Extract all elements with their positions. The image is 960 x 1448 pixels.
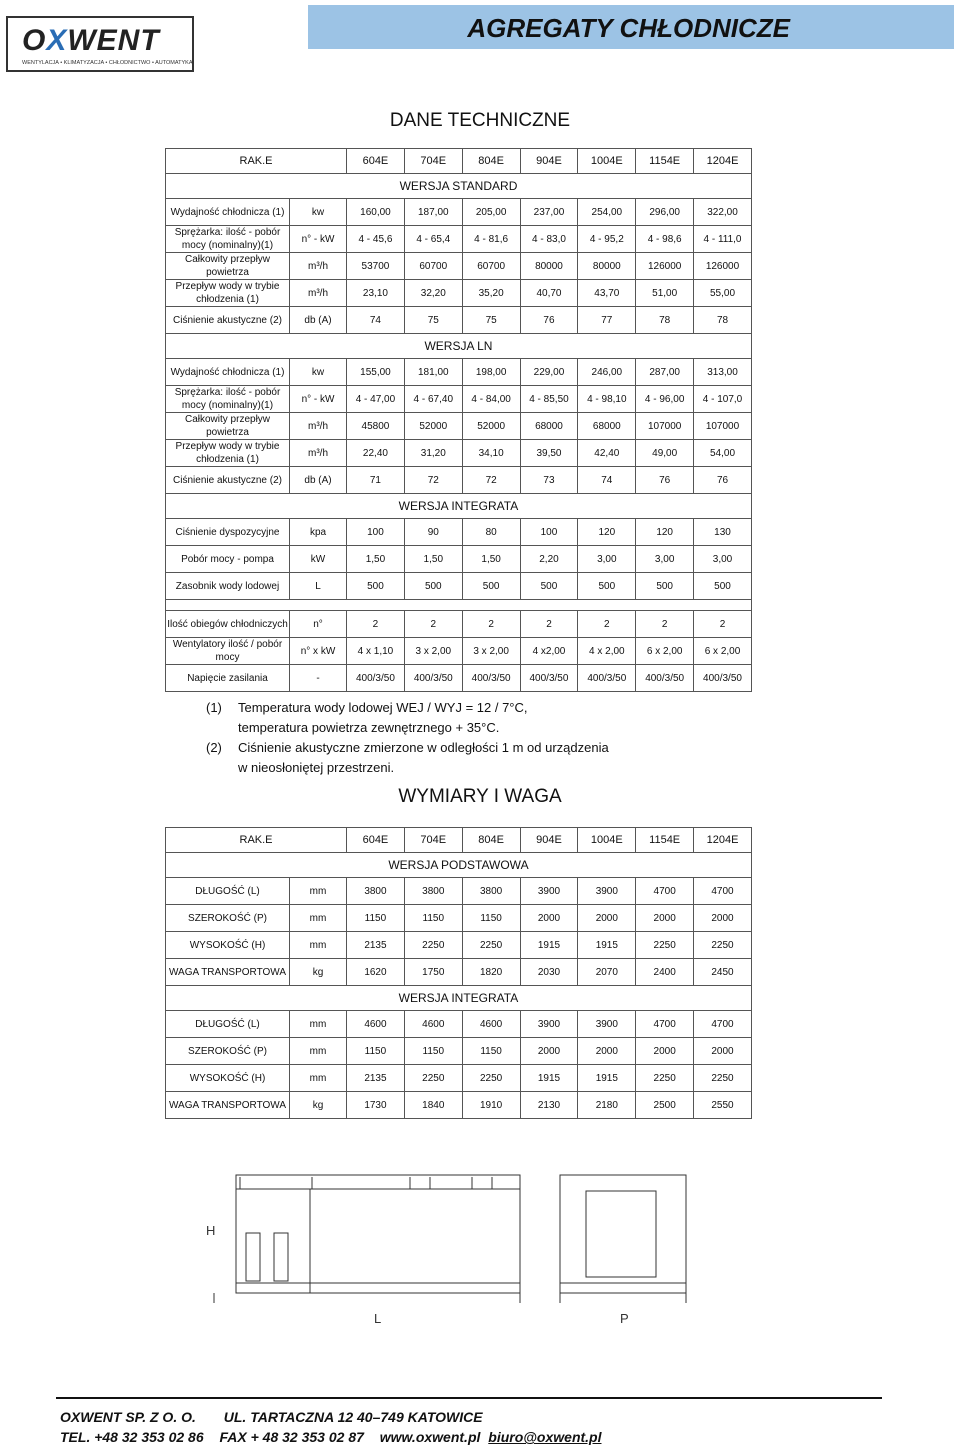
- row-value: 120: [578, 519, 636, 546]
- row-value: 3900: [578, 1011, 636, 1038]
- footer-divider: [56, 1397, 882, 1399]
- footer-www-link[interactable]: www.oxwent.pl: [379, 1429, 481, 1445]
- row-value: 4 - 65,4: [404, 226, 462, 253]
- row-value: 78: [694, 307, 752, 334]
- row-value: 2180: [578, 1092, 636, 1119]
- row-value: 68000: [520, 413, 578, 440]
- row-value: 500: [578, 573, 636, 600]
- row-label: WYSOKOŚĆ (H): [166, 1065, 290, 1092]
- row-value: 500: [404, 573, 462, 600]
- row-value: 71: [347, 467, 405, 494]
- table-row: [166, 1092, 752, 1119]
- row-value: 2500: [636, 1092, 694, 1119]
- row-unit: kw: [290, 199, 347, 226]
- row-value: 181,00: [404, 359, 462, 386]
- footer-line-1: [60, 1409, 483, 1425]
- row-value: 2: [694, 611, 752, 638]
- row-value: 4700: [636, 878, 694, 905]
- model-cell: 604E: [347, 828, 405, 853]
- row-value: 4 x 1,10: [347, 638, 405, 665]
- table-row: [166, 1065, 752, 1092]
- table-row: [166, 638, 752, 665]
- table-row: [166, 359, 752, 386]
- basic-section-title: WERSJA PODSTAWOWA: [166, 853, 752, 878]
- row-value: 4 - 95,2: [578, 226, 636, 253]
- row-value: 40,70: [520, 280, 578, 307]
- row-value: 1150: [347, 905, 405, 932]
- ln-section-title: WERSJA LN: [166, 334, 752, 359]
- row-value: 1730: [347, 1092, 405, 1119]
- dims-section-title: WYMIARY I WAGA: [398, 786, 562, 807]
- row-unit: kw: [290, 359, 347, 386]
- footer-company: OXWENT SP. Z O. O.: [60, 1409, 196, 1425]
- row-label: WAGA TRANSPORTOWA: [166, 959, 290, 986]
- ln-section-row: [166, 334, 752, 359]
- row-value: 4 - 98,10: [578, 386, 636, 413]
- table-row: [166, 226, 752, 253]
- tech-data-table: [165, 148, 752, 692]
- row-value: 4 - 67,40: [404, 386, 462, 413]
- model-cell: 804E: [462, 149, 520, 174]
- unit-drawing: [200, 1165, 740, 1325]
- row-value: 229,00: [520, 359, 578, 386]
- row-value: 34,10: [462, 440, 520, 467]
- row-value: 1,50: [462, 546, 520, 573]
- row-label: WYSOKOŚĆ (H): [166, 932, 290, 959]
- row-value: 107000: [636, 413, 694, 440]
- model-cell: 1004E: [578, 828, 636, 853]
- basic-section-row: [166, 853, 752, 878]
- row-value: 4 - 85,50: [520, 386, 578, 413]
- dims-data-table: [165, 827, 752, 1119]
- row-value: 54,00: [694, 440, 752, 467]
- row-value: 3900: [520, 878, 578, 905]
- model-cell: 804E: [462, 828, 520, 853]
- row-unit: mm: [290, 1065, 347, 1092]
- row-value: 2250: [462, 1065, 520, 1092]
- row-value: 3800: [462, 878, 520, 905]
- row-value: 100: [347, 519, 405, 546]
- row-value: 2: [404, 611, 462, 638]
- standard-section-row: [166, 174, 752, 199]
- row-value: 4 - 96,00: [636, 386, 694, 413]
- drawing-label-p: P: [620, 1311, 629, 1325]
- row-value: 2400: [636, 959, 694, 986]
- footer-line-2: [60, 1429, 601, 1445]
- row-value: 60700: [404, 253, 462, 280]
- row-unit: n° - kW: [290, 386, 347, 413]
- row-label: Całkowity przepływ powietrza: [166, 253, 290, 280]
- row-value: 23,10: [347, 280, 405, 307]
- row-value: 4 - 107,0: [694, 386, 752, 413]
- row-value: 2000: [694, 905, 752, 932]
- row-value: 500: [694, 573, 752, 600]
- table-row: [166, 440, 752, 467]
- footer-email-link[interactable]: biuro@oxwent.pl: [488, 1429, 602, 1445]
- row-unit: kg: [290, 959, 347, 986]
- row-unit: n° x kW: [290, 638, 347, 665]
- row-value: 52000: [404, 413, 462, 440]
- table-row: [166, 280, 752, 307]
- row-value: 76: [694, 467, 752, 494]
- row-unit: m³/h: [290, 413, 347, 440]
- row-value: 76: [636, 467, 694, 494]
- row-label: Całkowity przepływ powietrza: [166, 413, 290, 440]
- row-value: 500: [520, 573, 578, 600]
- row-value: 2,20: [520, 546, 578, 573]
- row-label: WAGA TRANSPORTOWA: [166, 1092, 290, 1119]
- row-value: 6 x 2,00: [694, 638, 752, 665]
- row-value: 205,00: [462, 199, 520, 226]
- row-value: 2000: [520, 1038, 578, 1065]
- row-value: 75: [462, 307, 520, 334]
- row-value: 80000: [520, 253, 578, 280]
- table-row: [166, 519, 752, 546]
- row-value: 77: [578, 307, 636, 334]
- row-value: 51,00: [636, 280, 694, 307]
- row-value: 1150: [347, 1038, 405, 1065]
- row-label: Sprężarka: ilość - pobór mocy (nominalny)(1): [166, 226, 290, 253]
- row-value: 3900: [520, 1011, 578, 1038]
- row-value: 4 - 98,6: [636, 226, 694, 253]
- row-value: 254,00: [578, 199, 636, 226]
- footer-fax: FAX + 48 32 353 02 87: [219, 1429, 364, 1445]
- row-value: 500: [636, 573, 694, 600]
- row-value: 400/3/50: [520, 665, 578, 692]
- row-unit: kg: [290, 1092, 347, 1119]
- row-value: 3 x 2,00: [404, 638, 462, 665]
- footnote-1: (1) Temperatura wody lodowej WEJ / WYJ = 12 / 7°C,: [206, 700, 528, 715]
- row-label: Wydajność chłodnicza (1): [166, 359, 290, 386]
- row-label: Ilość obiegów chłodniczych: [166, 611, 290, 638]
- integrata-section-row: [166, 494, 752, 519]
- row-unit: -: [290, 665, 347, 692]
- table-row: [166, 307, 752, 334]
- row-value: 130: [694, 519, 752, 546]
- table-row: [166, 878, 752, 905]
- row-unit: m³/h: [290, 280, 347, 307]
- dims-integrata-section-title: WERSJA INTEGRATA: [166, 986, 752, 1011]
- row-value: 2550: [694, 1092, 752, 1119]
- table-row: [166, 546, 752, 573]
- table-row: [166, 1011, 752, 1038]
- table-row: [166, 932, 752, 959]
- row-value: 313,00: [694, 359, 752, 386]
- row-value: 2250: [404, 932, 462, 959]
- row-value: 400/3/50: [578, 665, 636, 692]
- row-value: 2000: [694, 1038, 752, 1065]
- row-value: 3900: [578, 878, 636, 905]
- row-value: 198,00: [462, 359, 520, 386]
- row-value: 72: [404, 467, 462, 494]
- row-value: 4600: [462, 1011, 520, 1038]
- row-value: 45800: [347, 413, 405, 440]
- row-value: 1910: [462, 1092, 520, 1119]
- row-value: 39,50: [520, 440, 578, 467]
- row-unit: mm: [290, 932, 347, 959]
- row-value: 2135: [347, 932, 405, 959]
- model-header-row: [166, 828, 752, 853]
- table-row: [166, 573, 752, 600]
- row-label: DŁUGOŚĆ (L): [166, 878, 290, 905]
- row-label: SZEROKOŚĆ (P): [166, 905, 290, 932]
- row-value: 126000: [636, 253, 694, 280]
- row-value: 1915: [520, 1065, 578, 1092]
- row-value: 43,70: [578, 280, 636, 307]
- row-value: 400/3/50: [404, 665, 462, 692]
- row-unit: m³/h: [290, 253, 347, 280]
- row-value: 187,00: [404, 199, 462, 226]
- row-value: 2450: [694, 959, 752, 986]
- row-value: 2030: [520, 959, 578, 986]
- row-unit: mm: [290, 878, 347, 905]
- table-row: [166, 199, 752, 226]
- row-value: 400/3/50: [347, 665, 405, 692]
- row-value: 237,00: [520, 199, 578, 226]
- row-value: 35,20: [462, 280, 520, 307]
- row-value: 400/3/50: [694, 665, 752, 692]
- row-label: Wentylatory ilość / pobór mocy: [166, 638, 290, 665]
- row-value: 1915: [578, 1065, 636, 1092]
- row-value: 500: [462, 573, 520, 600]
- row-value: 4 - 81,6: [462, 226, 520, 253]
- row-value: 49,00: [636, 440, 694, 467]
- row-label: Sprężarka: ilość - pobór mocy (nominalny)(1): [166, 386, 290, 413]
- row-value: 74: [347, 307, 405, 334]
- row-unit: m³/h: [290, 440, 347, 467]
- model-cell: 1204E: [694, 828, 752, 853]
- drawing-label-l: L: [374, 1311, 382, 1325]
- row-label: DŁUGOŚĆ (L): [166, 1011, 290, 1038]
- row-value: 4700: [694, 878, 752, 905]
- table-row: [166, 665, 752, 692]
- row-label: SZEROKOŚĆ (P): [166, 1038, 290, 1065]
- model-cell: 1204E: [694, 149, 752, 174]
- row-value: 73: [520, 467, 578, 494]
- table-row: [166, 959, 752, 986]
- row-value: 80: [462, 519, 520, 546]
- row-unit: mm: [290, 1011, 347, 1038]
- row-value: 126000: [694, 253, 752, 280]
- model-cell: 1154E: [636, 828, 694, 853]
- dims-integrata-section-row: [166, 986, 752, 1011]
- row-value: 4 x 2,00: [578, 638, 636, 665]
- row-value: 1150: [404, 905, 462, 932]
- row-unit: mm: [290, 1038, 347, 1065]
- row-value: 322,00: [694, 199, 752, 226]
- row-unit: kpa: [290, 519, 347, 546]
- row-value: 246,00: [578, 359, 636, 386]
- row-value: 100: [520, 519, 578, 546]
- row-value: 90: [404, 519, 462, 546]
- row-label: Ciśnienie akustyczne (2): [166, 467, 290, 494]
- row-value: 2135: [347, 1065, 405, 1092]
- company-logo: [6, 16, 194, 72]
- row-value: 2000: [636, 1038, 694, 1065]
- row-value: 2250: [694, 932, 752, 959]
- row-value: 287,00: [636, 359, 694, 386]
- row-value: 2: [347, 611, 405, 638]
- footnote-2: (2) Ciśnienie akustyczne zmierzone w odległości 1 m od urządzenia: [206, 740, 609, 755]
- row-value: 2250: [404, 1065, 462, 1092]
- row-value: 2250: [462, 932, 520, 959]
- row-value: 1915: [520, 932, 578, 959]
- row-label: Przepływ wody w trybie chłodzenia (1): [166, 440, 290, 467]
- table-row: [166, 467, 752, 494]
- row-value: 296,00: [636, 199, 694, 226]
- side-view: [214, 1175, 520, 1303]
- model-cell: 604E: [347, 149, 405, 174]
- row-value: 2: [578, 611, 636, 638]
- footnotes: (1) Temperatura wody lodowej WEJ / WYJ = 12 / 7°C, temperatura powietrza zewnętrznego + 35°C. (2) Ciśnienie akustyczne zmierzone w odległości 1 m od urządzenia w nieosłoniętej przestrzeni.: [206, 700, 609, 775]
- row-value: 60700: [462, 253, 520, 280]
- row-label: Zasobnik wody lodowej: [166, 573, 290, 600]
- row-value: 2070: [578, 959, 636, 986]
- row-value: 4 - 45,6: [347, 226, 405, 253]
- model-cell: 1154E: [636, 149, 694, 174]
- row-value: 160,00: [347, 199, 405, 226]
- logo-wordmark: OXWENT: [22, 24, 160, 57]
- model-label-cell: RAK.E: [166, 828, 347, 853]
- row-value: 1915: [578, 932, 636, 959]
- row-value: 4600: [404, 1011, 462, 1038]
- logo-tagline: WENTYLACJA • KLIMATYZACJA • CHŁODNICTWO • AUTOMATYKA: [22, 60, 193, 66]
- row-label: Pobór mocy - pompa: [166, 546, 290, 573]
- row-unit: L: [290, 573, 347, 600]
- model-cell: 1004E: [578, 149, 636, 174]
- footer-tel: TEL. +48 32 353 02 86: [60, 1429, 204, 1445]
- row-label: Ciśnienie dyspozycyjne: [166, 519, 290, 546]
- row-unit: mm: [290, 905, 347, 932]
- row-value: 2250: [636, 1065, 694, 1092]
- row-value: 4 x2,00: [520, 638, 578, 665]
- model-label-cell: RAK.E: [166, 149, 347, 174]
- model-header-row: [166, 149, 752, 174]
- row-value: 2000: [636, 905, 694, 932]
- footer-address: UL. TARTACZNA 12 40–749 KATOWICE: [223, 1409, 483, 1425]
- row-unit: db (A): [290, 467, 347, 494]
- row-value: 68000: [578, 413, 636, 440]
- row-value: 500: [347, 573, 405, 600]
- row-label: Napięcie zasilania: [166, 665, 290, 692]
- row-value: 4700: [636, 1011, 694, 1038]
- page-header-title: AGREGATY CHŁODNICZE: [467, 13, 790, 43]
- integrata-section-title: WERSJA INTEGRATA: [166, 494, 752, 519]
- row-label: Ciśnienie akustyczne (2): [166, 307, 290, 334]
- row-value: 1,50: [404, 546, 462, 573]
- row-value: 2: [520, 611, 578, 638]
- row-value: 74: [578, 467, 636, 494]
- tech-section-title: DANE TECHNICZNE: [389, 110, 571, 131]
- row-value: 3800: [404, 878, 462, 905]
- row-value: 400/3/50: [636, 665, 694, 692]
- row-value: 3800: [347, 878, 405, 905]
- row-value: 120: [636, 519, 694, 546]
- row-value: 6 x 2,00: [636, 638, 694, 665]
- front-view: [560, 1175, 686, 1303]
- row-value: 4700: [694, 1011, 752, 1038]
- row-unit: kW: [290, 546, 347, 573]
- row-value: 2000: [520, 905, 578, 932]
- model-cell: 704E: [404, 828, 462, 853]
- row-value: 2: [462, 611, 520, 638]
- row-value: 1,50: [347, 546, 405, 573]
- row-value: 32,20: [404, 280, 462, 307]
- row-value: 3,00: [694, 546, 752, 573]
- row-value: 2000: [578, 1038, 636, 1065]
- drawing-label-h: H: [206, 1223, 216, 1238]
- row-value: 4600: [347, 1011, 405, 1038]
- header-band: [308, 5, 954, 49]
- row-value: 1820: [462, 959, 520, 986]
- row-value: 400/3/50: [462, 665, 520, 692]
- row-value: 1150: [462, 1038, 520, 1065]
- row-value: 2: [636, 611, 694, 638]
- model-cell: 704E: [404, 149, 462, 174]
- row-value: 1150: [462, 905, 520, 932]
- table-row: [166, 1038, 752, 1065]
- row-value: 55,00: [694, 280, 752, 307]
- table-row: [166, 905, 752, 932]
- row-value: 2250: [636, 932, 694, 959]
- row-label: Wydajność chłodnicza (1): [166, 199, 290, 226]
- table-row: [166, 253, 752, 280]
- row-unit: n° - kW: [290, 226, 347, 253]
- standard-section-title: WERSJA STANDARD: [166, 174, 752, 199]
- row-value: 1150: [404, 1038, 462, 1065]
- row-value: 2000: [578, 905, 636, 932]
- model-cell: 904E: [520, 828, 578, 853]
- row-value: 4 - 84,00: [462, 386, 520, 413]
- row-value: 1750: [404, 959, 462, 986]
- row-unit: n°: [290, 611, 347, 638]
- row-value: 80000: [578, 253, 636, 280]
- row-value: 4 - 83,0: [520, 226, 578, 253]
- table-row: [166, 386, 752, 413]
- row-value: 42,40: [578, 440, 636, 467]
- row-value: 2250: [694, 1065, 752, 1092]
- row-value: 107000: [694, 413, 752, 440]
- row-value: 155,00: [347, 359, 405, 386]
- row-value: 2130: [520, 1092, 578, 1119]
- row-unit: db (A): [290, 307, 347, 334]
- row-value: 3 x 2,00: [462, 638, 520, 665]
- row-value: 3,00: [578, 546, 636, 573]
- row-value: 78: [636, 307, 694, 334]
- row-label: Przepływ wody w trybie chłodzenia (1): [166, 280, 290, 307]
- row-value: 1840: [404, 1092, 462, 1119]
- row-value: 75: [404, 307, 462, 334]
- row-value: 31,20: [404, 440, 462, 467]
- table-row: [166, 413, 752, 440]
- model-cell: 904E: [520, 149, 578, 174]
- row-value: 3,00: [636, 546, 694, 573]
- row-value: 4 - 47,00: [347, 386, 405, 413]
- row-value: 22,40: [347, 440, 405, 467]
- table-row: [166, 611, 752, 638]
- row-value: 76: [520, 307, 578, 334]
- row-value: 53700: [347, 253, 405, 280]
- row-value: 72: [462, 467, 520, 494]
- row-value: 4 - 111,0: [694, 226, 752, 253]
- row-value: 52000: [462, 413, 520, 440]
- row-value: 1620: [347, 959, 405, 986]
